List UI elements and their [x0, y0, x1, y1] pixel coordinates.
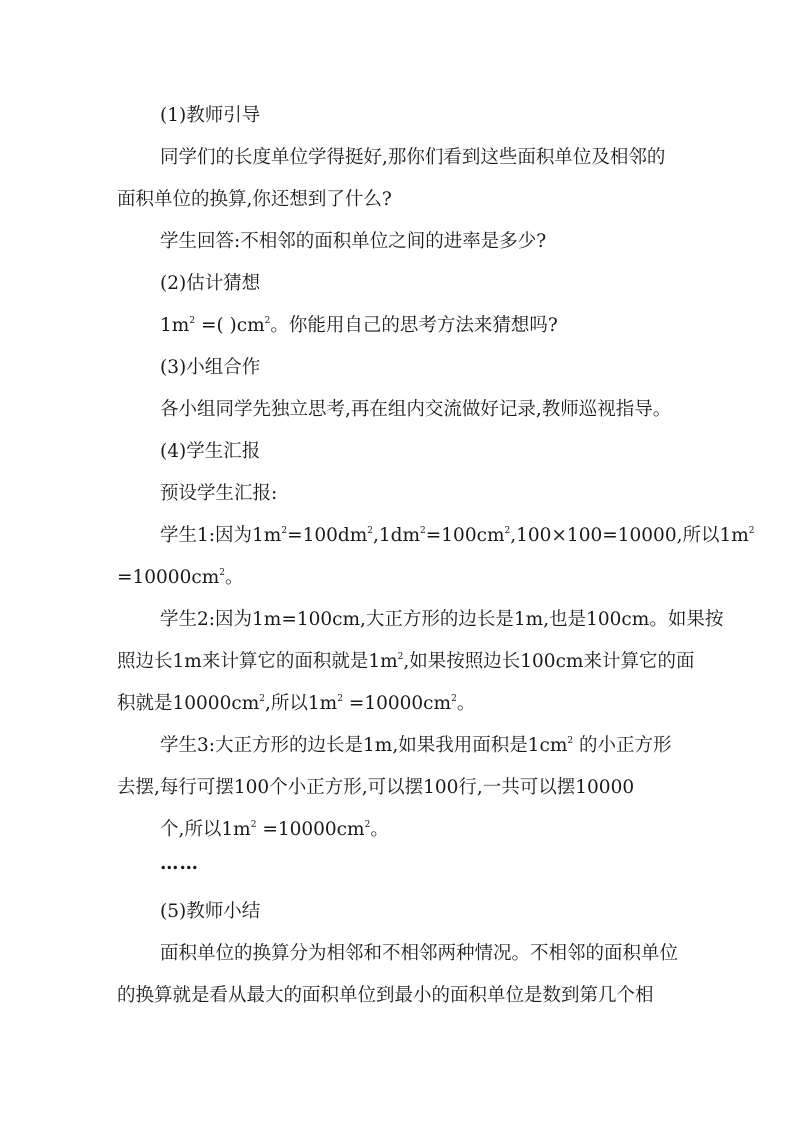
superscript: 2: [397, 652, 404, 662]
text-run: 照边长1m来计算它的面积就是1m: [117, 651, 398, 672]
superscript: 2: [367, 526, 373, 536]
text-run: =10000cm: [342, 693, 452, 714]
text-run: 。: [225, 567, 244, 588]
paragraph-line: [117, 566, 244, 590]
ellipsis: ……: [160, 853, 199, 874]
text-run: =( )cm: [195, 315, 265, 336]
superscript: 2: [420, 526, 426, 536]
text-run: =100dm: [287, 525, 368, 546]
text-run: =10000cm: [117, 567, 220, 588]
superscript: 2: [189, 316, 196, 326]
superscript: 2: [250, 820, 257, 830]
superscript: 2: [748, 526, 755, 536]
heading-group-cooperation: (3)小组合作: [160, 357, 261, 378]
text-run: 学生3:大正方形的边长是1m,如果我用面积是1cm: [160, 735, 568, 756]
heading-estimate-guess: (2)估计猜想: [160, 273, 261, 294]
paragraph-line: 面积单位的换算分为相邻和不相邻两种情况。不相邻的面积单位: [160, 943, 679, 964]
text-run: 。: [456, 693, 476, 714]
text-run: 积就是10000cm: [117, 693, 260, 714]
paragraph-line: 同学们的长度单位学得挺好,那你们看到这些面积单位及相邻的: [160, 147, 666, 168]
text-run: ,1dm: [373, 525, 421, 546]
superscript: 2: [504, 526, 511, 536]
paragraph-line: 预设学生汇报:: [160, 483, 278, 504]
paragraph-line: [160, 314, 558, 338]
paragraph-line: 的换算就是看从最大的面积单位到最小的面积单位是数到第几个相: [117, 985, 654, 1006]
paragraph-line: 学生2:因为1m=100cm,大正方形的边长是1m,也是100cm。如果按: [160, 609, 724, 630]
paragraph-line: [160, 734, 672, 758]
heading-teacher-guide: (1)教师引导: [160, 105, 261, 126]
paragraph-line: [160, 524, 755, 548]
text-run: 的小正方形: [573, 735, 672, 756]
text-run: ,100×100=10000,所以1m: [510, 525, 749, 546]
text-run: 。: [370, 819, 389, 840]
superscript: 2: [281, 526, 288, 536]
text-run: =100cm: [425, 525, 505, 546]
text-run: 1m: [160, 315, 190, 336]
paragraph-line: 面积单位的换算,你还想到了什么?: [117, 189, 392, 210]
paragraph-line: 学生回答:不相邻的面积单位之间的进率是多少?: [160, 231, 547, 252]
paragraph-line: 去摆,每行可摆100个小正方形,可以摆100行,一共可以摆10000: [117, 777, 635, 798]
heading-teacher-summary: (5)教师小结: [160, 901, 261, 922]
superscript: 2: [451, 694, 457, 704]
paragraph-line: [117, 692, 475, 716]
superscript: 2: [259, 694, 265, 704]
text-run: 个,所以1m: [160, 819, 251, 840]
text-run: 学生1:因为1m: [160, 525, 282, 546]
paragraph-line: [117, 650, 694, 674]
superscript: 2: [264, 316, 271, 326]
text-run: ,所以1m: [265, 693, 338, 714]
text-run: ,如果按照边长100cm来计算它的面: [403, 651, 695, 672]
paragraph-line: 各小组同学先独立思考,再在组内交流做好记录,教师巡视指导。: [160, 399, 672, 420]
superscript: 2: [567, 736, 574, 746]
text-run: =10000cm: [256, 819, 365, 840]
paragraph-line: [160, 818, 389, 842]
superscript: 2: [219, 568, 225, 578]
text-run: 。你能用自己的思考方法来猜想吗?: [270, 315, 558, 336]
superscript: 2: [337, 694, 343, 704]
superscript: 2: [364, 820, 371, 830]
heading-student-report: (4)学生汇报: [160, 441, 261, 462]
